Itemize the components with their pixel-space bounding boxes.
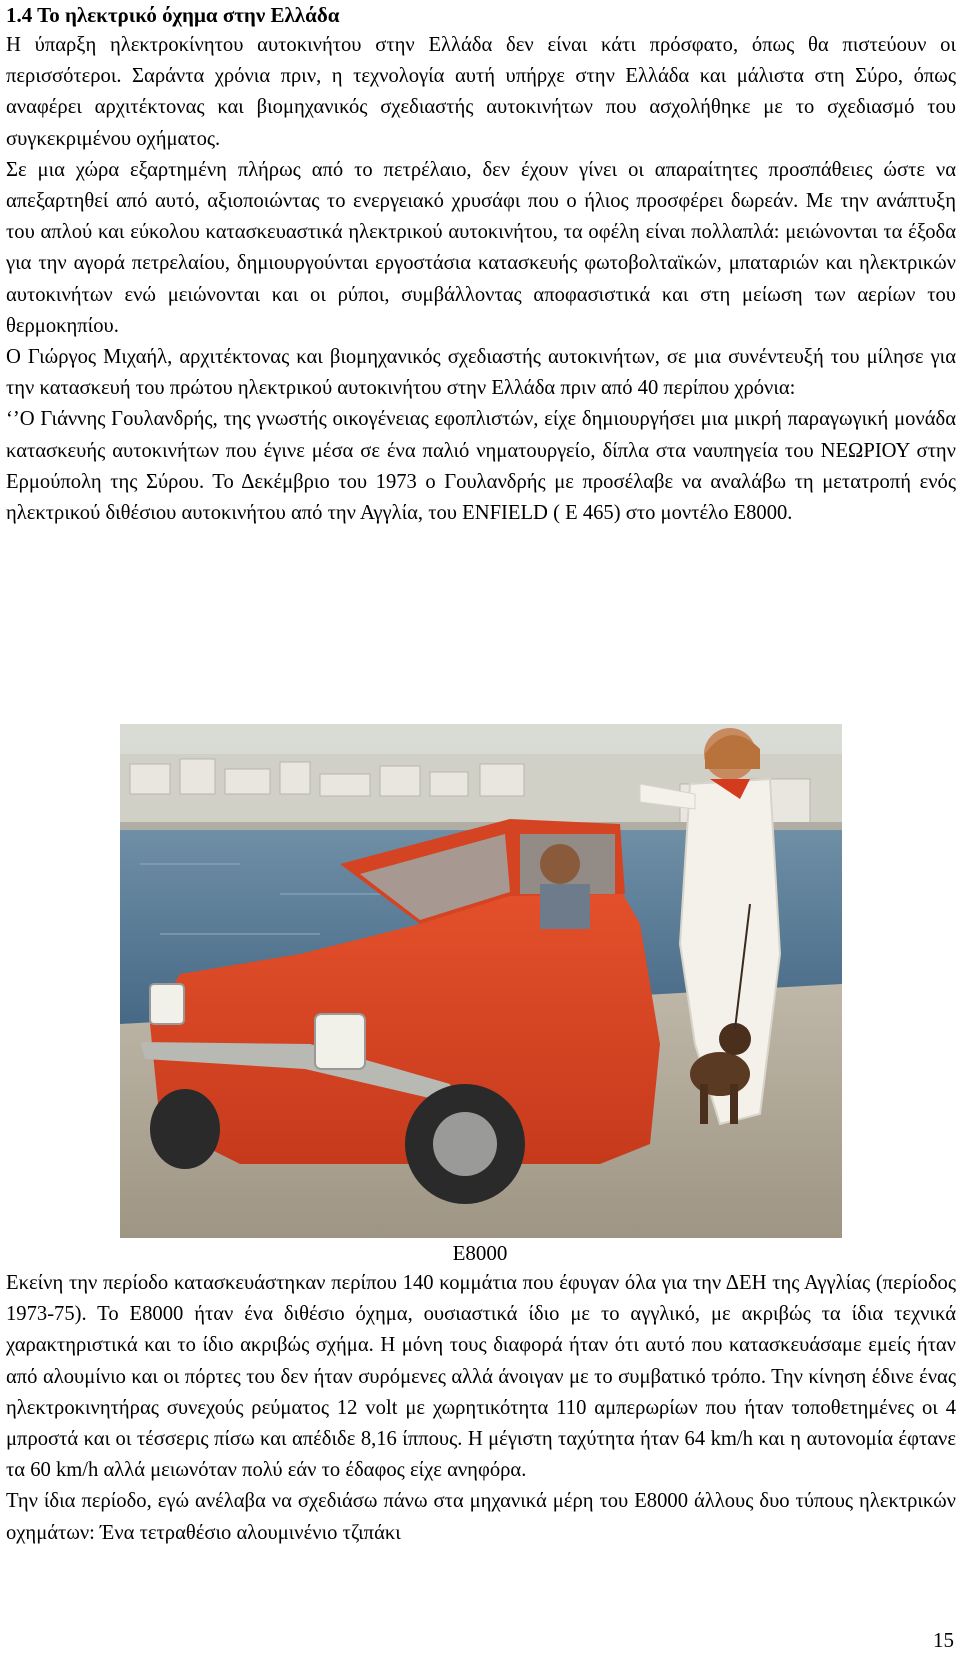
paragraph: Εκείνη την περίοδο κατασκευάστηκαν περίπου 140 κομμάτια που έφυγαν όλα για την ΔΕΗ της Αγγλίας (περίοδος 1973-75). Το E8000 ήταν ένα διθέσιο όχημα, ουσιαστικά ίδιο με το αγγλικό, με ακριβώς τα ίδια τεχνικά χαρακτηριστικά και το ίδιο ακριβώς σχήμα. Η μόνη τους διαφορά ήταν ότι αυτό που κατασκευάσαμε εμείς ήταν από αλουμίνιο και οι πόρτες του δεν ήταν συρόμενες αλλά άνοιγαν με το συμβατικό τρόπο. Την κίνηση έδινε ένας ηλεκτροκινητήρας συνεχούς ρεύματος 12 volt με χωρητικότητα 110 αμπερωρίων που ήταν τοποθετημένες οι 4 μπροστά και οι τέσσερις πίσω και απέδιδε 8,16 ίππους. Η μέγιστη ταχύτητα ήταν 64 km/h και η αυτονομία έφτανε τα 60 km/h αλλά μειωνόταν πολύ εάν το έδαφος είχε ανηφόρα. bbox=[6, 1272, 956, 1482]
paragraph: Σε μια χώρα εξαρτημένη πλήρως από το πετρέλαιο, δεν έχουν γίνει οι απαραίτητες προσπάθειες ώστε να απεξαρτηθεί από αυτό, αξιοποιώντας το ενεργειακό χρυσάφι που ο ήλιος προσφέρει δωρεάν. Με την ανάπτυξη του απλού και εύκολου κατασκευαστικά ηλεκτρικού αυτοκινήτου, τα οφέλη είναι πολλαπλά: μειώνονται τα έξοδα για την αγορά πετρελαίου, δημιουργούνται εργοστάσια κατασκευής φωτοβολταϊκών, μπαταριών και ηλεκτρικών αυτοκινήτων ενώ μειώνονται και οι ρύποι, συμβάλλοντας αποφασιστικά και στη μείωση των αερίων του θερμοκηπίου. bbox=[6, 158, 956, 337]
e8000-photo bbox=[120, 724, 842, 1238]
section-heading: 1.4 Το ηλεκτρικό όχημα στην Ελλάδα bbox=[6, 3, 340, 27]
page-number: 15 bbox=[933, 1628, 954, 1652]
paragraph: Η ύπαρξη ηλεκτροκίνητου αυτοκινήτου στην Ελλάδα δεν είναι κάτι πρόσφατο, όπως θα πιστεύουν οι περισσότεροι. Σαράντα χρόνια πριν, η τεχνολογία αυτή υπήρχε στην Ελλάδα και μάλιστα στη Σύρο, όπως αναφέρει αρχιτέκτονας και βιομηχανικός σχεδιαστής αυτοκινήτων που ασχολήθηκε με το σχεδιασμό του συγκεκριμένου οχήματος. bbox=[6, 34, 956, 150]
paragraph: Ο Γιώργος Μιχαήλ, αρχιτέκτονας και βιομηχανικός σχεδιαστής αυτοκινήτων, σε μια συνέντευξή του μίλησε για την κατασκευή του πρώτου ηλεκτρικού αυτοκινήτου στην Ελλάδα πριν από 40 περίπου χρόνια: bbox=[6, 346, 956, 400]
paragraph: ‘’Ο Γιάννης Γουλανδρής, της γνωστής οικογένειας εφοπλιστών, είχε δημιουργήσει μια μικρή παραγωγική μονάδα κατασκευής αυτοκινήτων που έγινε μέσα σε ένα παλιό νηματουργείο, δίπλα στα ναυπηγεία του ΝΕΩΡΙΟΥ στην Ερμούπολη της Σύρου. Το Δεκέμβριο του 1973 ο Γουλανδρής με προσέλαβε να αναλάβω τη μετατροπή ενός ηλεκτρικού διθέσιου αυτοκινήτου από την Αγγλία, του ENFIELD ( E 465) στο μοντέλο E8000. bbox=[6, 408, 956, 525]
body-text-bottom bbox=[6, 1268, 956, 1549]
paragraph: Την ίδια περίοδο, εγώ ανέλαβα να σχεδιάσω πάνω στα μηχανικά μέρη του E8000 άλλους δυο τύπους ηλεκτρικών οχημάτων: Ένα τετραθέσιο αλουμινένιο τζιπάκι bbox=[6, 1490, 956, 1544]
body-text-top bbox=[6, 30, 956, 529]
photo-caption: E8000 bbox=[452, 1241, 508, 1265]
